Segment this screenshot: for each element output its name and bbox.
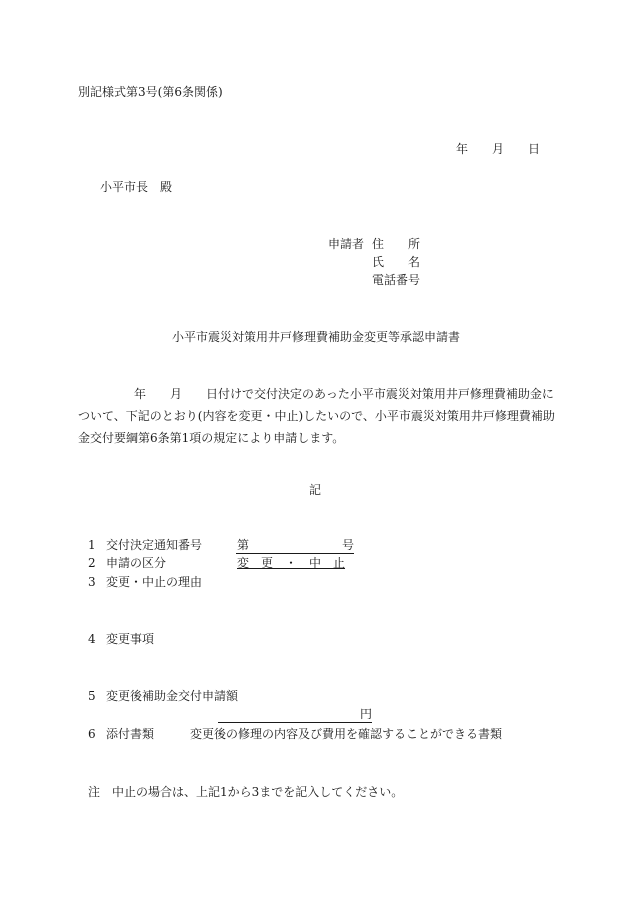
item-5-underline — [218, 706, 372, 723]
date-year: 年 — [456, 142, 469, 156]
item-1-underline — [236, 537, 354, 554]
date-day: 日 — [528, 142, 541, 156]
item-1-number: 1 — [88, 538, 96, 552]
form-label: 別記様式第3号(第6条関係) — [78, 85, 223, 99]
item-5-unit: 円 — [360, 707, 373, 721]
item-2-label: 申請の区分 — [106, 556, 167, 570]
item-1-suffix: 号 — [342, 538, 355, 552]
applicant-phone-label: 電話番号 — [372, 273, 421, 287]
addressee: 小平市長 殿 — [100, 180, 173, 194]
item-4-number: 4 — [88, 632, 96, 646]
applicant-label: 申請者 — [328, 237, 365, 251]
body-year: 年 — [134, 387, 147, 401]
item-5-label: 変更後補助金交付申請額 — [106, 689, 239, 703]
item-6-number: 6 — [88, 727, 96, 741]
body-month: 月 — [170, 387, 183, 401]
body-text: 日付けで交付決定のあった小平市震災対策用井戸修理費補助金について、下記のとおり(内容を変更・中止)したいので、小平市震災対策用井戸修理費補助金交付要綱第6条第1項の規定により申請します。 — [78, 387, 555, 445]
document-title: 小平市震災対策用井戸修理費補助金変更等承認申請書 — [172, 330, 461, 344]
item-5-number: 5 — [88, 689, 96, 703]
applicant-address-label: 住 所 — [372, 237, 421, 251]
ki-heading: 記 — [309, 483, 322, 497]
item-6-value: 変更後の修理の内容及び費用を確認することができる書類 — [190, 727, 503, 741]
item-2-value: 変 更 ・ 中 止 — [237, 556, 346, 570]
note: 注 中止の場合は、上記1から3までを記入してください。 — [88, 785, 404, 799]
item-3-number: 3 — [88, 575, 96, 589]
item-4-label: 変更事項 — [106, 632, 155, 646]
item-1-label: 交付決定通知番号 — [106, 538, 203, 552]
applicant-name-label: 氏 名 — [372, 255, 421, 269]
item-3-label: 変更・中止の理由 — [106, 575, 203, 589]
item-6-label: 添付書類 — [106, 727, 155, 741]
date-month: 月 — [492, 142, 505, 156]
body-paragraph — [78, 383, 558, 449]
item-2-number: 2 — [88, 556, 96, 570]
item-1-prefix: 第 — [237, 538, 250, 552]
